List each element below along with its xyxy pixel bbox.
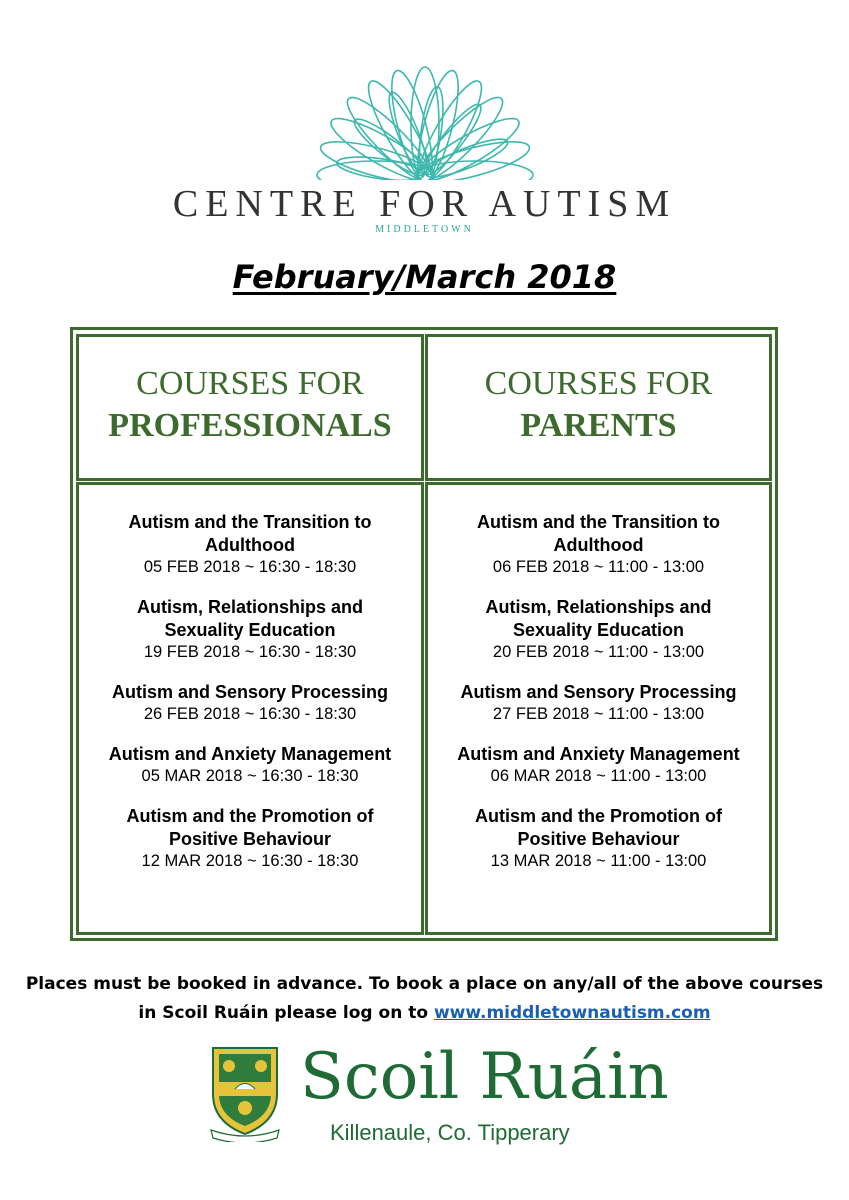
website-link[interactable]: www.middletownautism.com bbox=[433, 1003, 711, 1023]
booking-note-line1: Places must be booked in advance. To book a place on any/all of the above courses bbox=[25, 974, 824, 994]
course-item bbox=[428, 805, 769, 872]
school-address: Killenaule, Co. Tipperary bbox=[330, 1120, 570, 1145]
booking-note-prefix: in Scoil Ruáin please log on to bbox=[138, 1003, 429, 1023]
course-title: Autism and Anxiety Management bbox=[457, 744, 740, 764]
parents-courses bbox=[425, 482, 772, 935]
flower-logo-icon bbox=[305, 30, 545, 180]
column-heading-line1: COURSES FOR bbox=[484, 365, 713, 402]
course-item bbox=[79, 511, 421, 578]
school-crest-icon bbox=[205, 1042, 285, 1142]
booking-note bbox=[0, 970, 849, 1028]
course-title: Autism and Sensory Processing bbox=[460, 682, 737, 702]
course-time: 13 MAR 2018 ~ 11:00 - 13:00 bbox=[490, 852, 707, 870]
course-title: Autism and the Transition to Adulthood bbox=[128, 512, 372, 555]
course-time: 19 FEB 2018 ~ 16:30 - 18:30 bbox=[143, 643, 357, 661]
course-time: 05 FEB 2018 ~ 16:30 - 18:30 bbox=[143, 558, 357, 576]
course-item bbox=[79, 743, 421, 787]
course-title: Autism and Anxiety Management bbox=[108, 744, 392, 764]
course-time: 20 FEB 2018 ~ 11:00 - 13:00 bbox=[492, 643, 705, 661]
org-name: CENTRE FOR AUTISM bbox=[172, 183, 677, 225]
course-title: Autism and Sensory Processing bbox=[111, 682, 389, 702]
course-title: Autism and the Promotion of Positive Behaviour bbox=[475, 806, 722, 849]
page-title: February/March 2018 bbox=[232, 258, 617, 296]
course-title: Autism, Relationships and Sexuality Education bbox=[136, 597, 364, 640]
org-subtitle: MIDDLETOWN bbox=[375, 224, 474, 235]
course-time: 06 FEB 2018 ~ 11:00 - 13:00 bbox=[492, 558, 705, 576]
course-title: Autism and the Transition to Adulthood bbox=[476, 512, 720, 555]
course-time: 06 MAR 2018 ~ 11:00 - 13:00 bbox=[490, 767, 707, 785]
course-item bbox=[79, 596, 421, 663]
parents-header bbox=[425, 334, 772, 481]
centre-logo bbox=[0, 30, 849, 180]
course-time: 27 FEB 2018 ~ 11:00 - 13:00 bbox=[492, 705, 705, 723]
column-heading-line1: COURSES FOR bbox=[136, 365, 364, 402]
course-time: 05 MAR 2018 ~ 16:30 - 18:30 bbox=[141, 767, 359, 785]
course-item bbox=[428, 511, 769, 578]
courses-table bbox=[70, 327, 778, 941]
course-item bbox=[79, 681, 421, 725]
column-heading-line2: PROFESSIONALS bbox=[108, 407, 392, 444]
professionals-header bbox=[76, 334, 424, 481]
column-heading-line2: PARENTS bbox=[520, 407, 677, 444]
course-time: 26 FEB 2018 ~ 16:30 - 18:30 bbox=[143, 705, 357, 723]
course-time: 12 MAR 2018 ~ 16:30 - 18:30 bbox=[141, 852, 359, 870]
course-title: Autism, Relationships and Sexuality Education bbox=[485, 597, 712, 640]
booking-note-line2 bbox=[0, 999, 849, 1028]
course-item bbox=[428, 743, 769, 787]
professionals-courses bbox=[76, 482, 424, 935]
course-item bbox=[428, 681, 769, 725]
course-item bbox=[428, 596, 769, 663]
course-title: Autism and the Promotion of Positive Behaviour bbox=[126, 806, 374, 849]
course-item bbox=[79, 805, 421, 872]
school-name: Scoil Ruáin bbox=[300, 1040, 669, 1114]
